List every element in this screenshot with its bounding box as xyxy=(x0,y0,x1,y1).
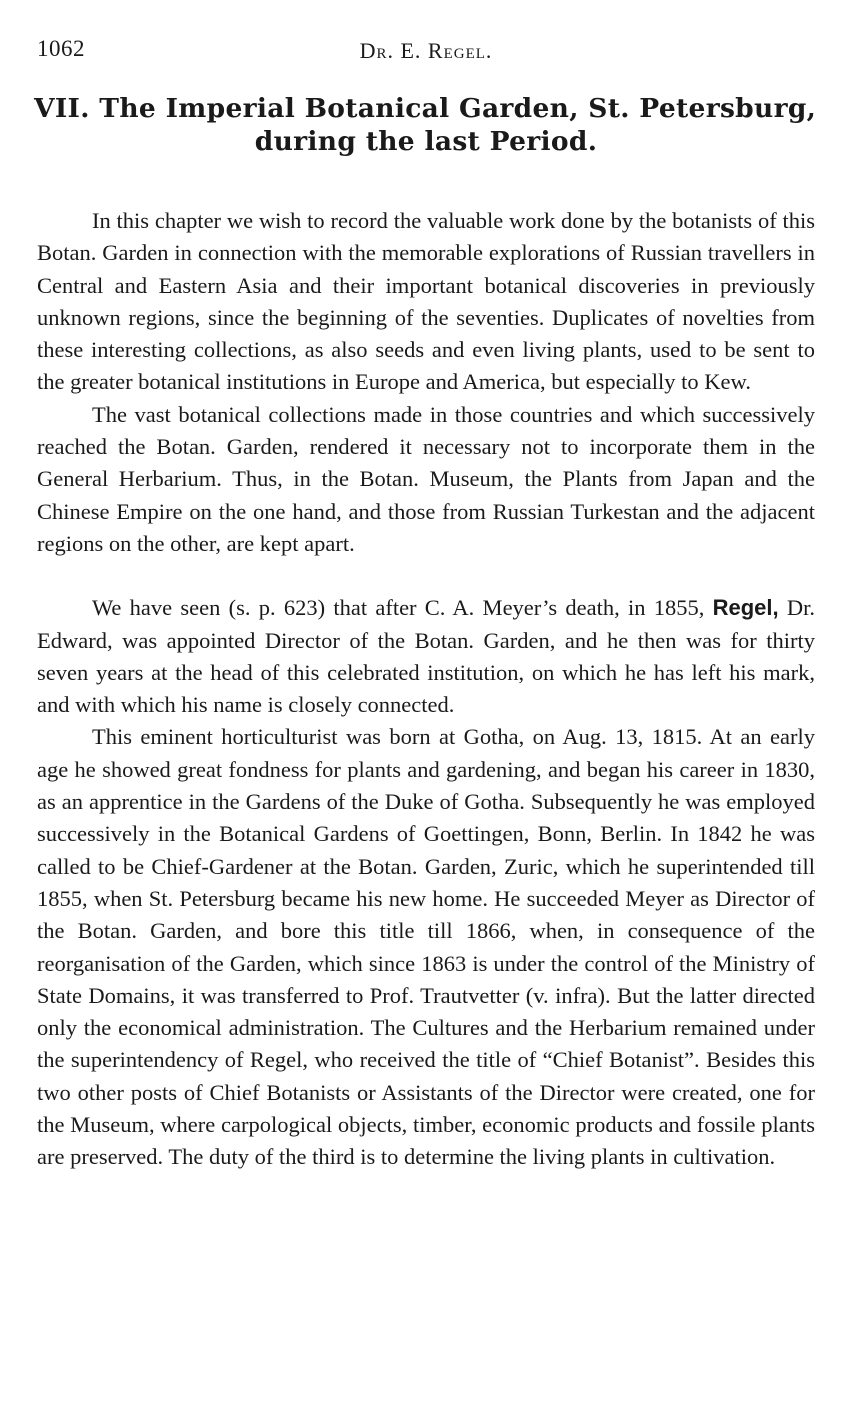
body-text xyxy=(37,205,815,1174)
chapter-title xyxy=(34,92,817,158)
paragraph-regel-biography: This eminent horticulturist was born at Gotha, on Aug. 13, 1815. At an early age he showed great fondness for plants and gardening, and began his career in 1830, as an apprentice in the Gardens of the Duke of Gotha. Subsequently he was employed successively in the Botanical Gardens of Goettingen, Bonn, Berlin. In 1842 he was called to be Chief-Gardener at the Botan. Garden, Zuric, which he superintended till 1855, when St. Petersburg became his new home. He succeeded Meyer as Director of the Botan. Garden, and bore this title till 1866, when, in consequence of the reorganisation of the Garden, which since 1863 is under the control of the Ministry of State Domains, it was transferred to Prof. Trautvetter (v. infra). But the latter directed only the economical administration. The Cultures and the Herbarium remained under the superintendency of Regel, who received the title of “Chief Botanist”. Besides this two other posts of Chief Botanists or Assistants of the Director were created, one for the Museum, where carpological objects, timber, economic products and fossile plants are preserved. The duty of the third is to determine the living plants in cultivation. xyxy=(37,724,815,1170)
regel-name: Regel, xyxy=(712,595,779,621)
paragraph-regel-rest: Dr. Edward, was appointed Director of the Botan. Garden, and he then was for thirty seven years at the head of this celebrated institution, on which he has left his mark, and with which his name is closely connected. xyxy=(37,595,815,718)
running-title: Dr. E. Regel. xyxy=(359,38,493,63)
paragraph-regel-lead: We have seen (s. p. 623) that after C. A. Meyer’s death, in 1855, xyxy=(92,595,705,621)
page-number: 1062 xyxy=(37,36,85,61)
book-page xyxy=(34,30,817,1174)
chapter-title-line-1: VII. The Imperial Botanical Garden, St. Petersburg, xyxy=(34,93,817,124)
paragraph-collections: The vast botanical collections made in those countries and which successively reached the Botan. Garden, rendered it necessary not to incorporate them in the General Herbarium. Thus, in the Botan. Museum, the Plants from Japan and the Chinese Empire on the one hand, and those from Russian Turkestan and the adjacent regions on the other, are kept apart. xyxy=(37,401,815,556)
running-head xyxy=(37,30,815,66)
chapter-title-line-2: during the last Period. xyxy=(254,126,598,157)
paragraph-intro: In this chapter we wish to record the valuable work done by the botanists of this Botan. Garden in connection with the memorable explorations of Russian travellers in Central and Eastern Asia and their important botanical discoveries in previously unknown regions, since the beginning of the seventies. Duplicates of novelties from these interesting collections, as also seeds and even living plants, used to be sent to the greater botanical institutions in Europe and America, but especially to Kew. xyxy=(37,208,815,395)
section-gap xyxy=(37,560,815,592)
paragraph-regel-appointment xyxy=(37,592,815,721)
